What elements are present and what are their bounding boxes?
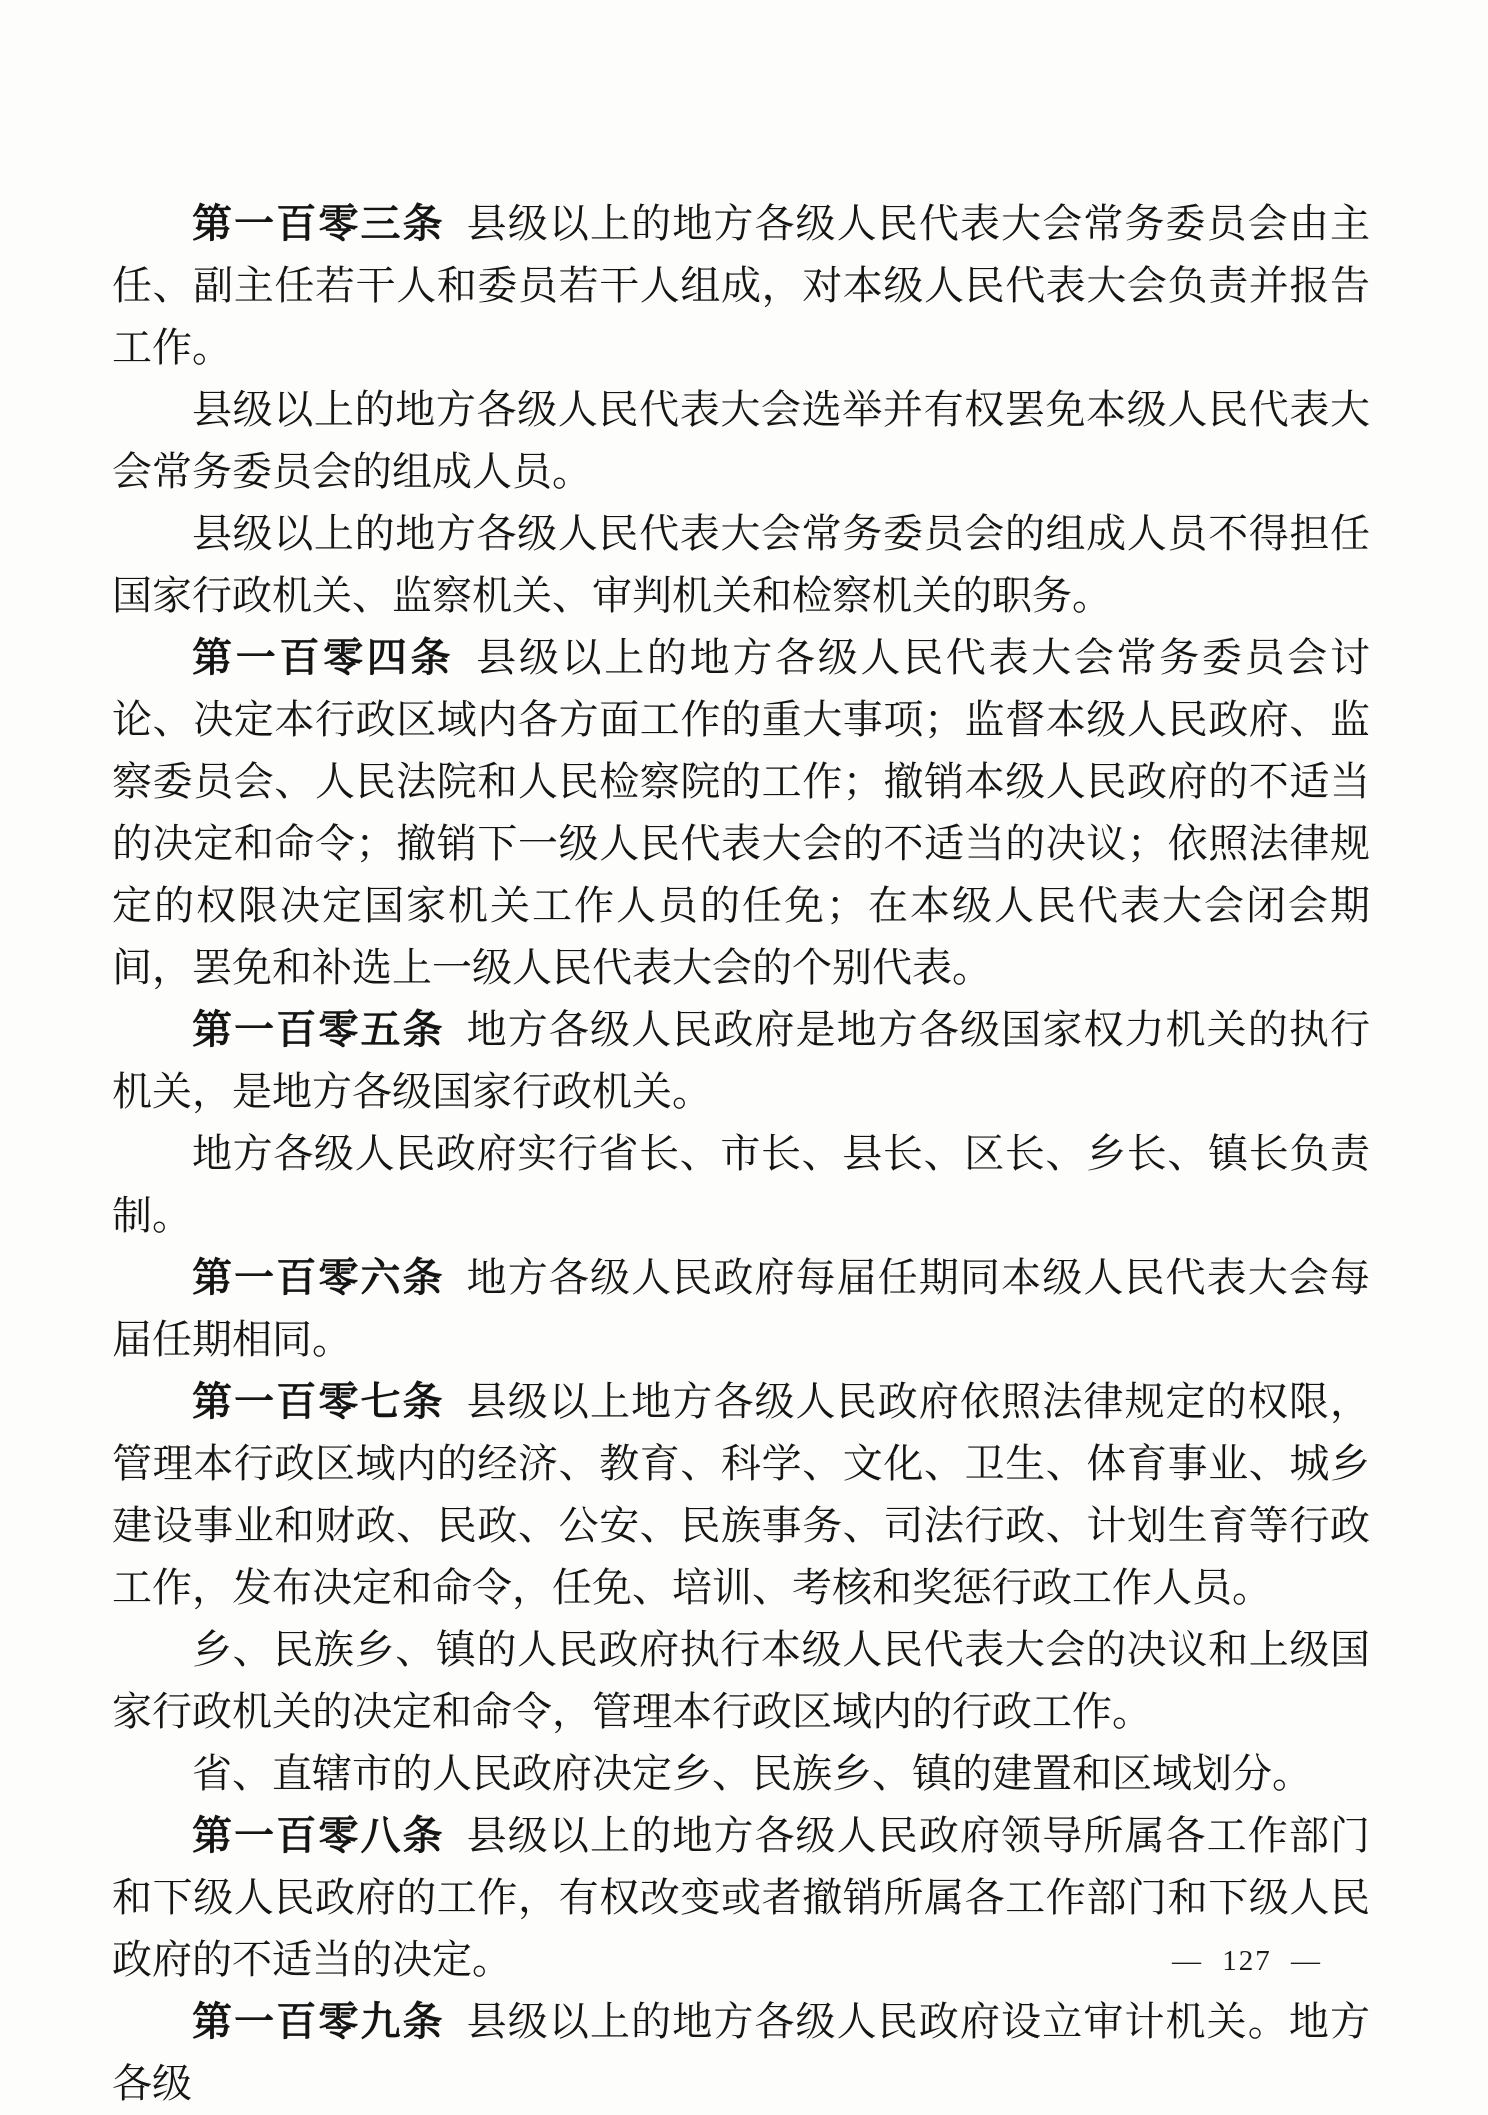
- article-number: 第一百零五条: [192, 1008, 445, 1052]
- article-number: 第一百零三条: [192, 202, 445, 246]
- article-paragraph: [112, 1371, 1370, 1619]
- paragraph-text: 县级以上的地方各级人民代表大会常务委员会由主任、副主任若干人和委员若干人组成，对本级人民代表大会负责并报告工作。: [112, 201, 1371, 370]
- body-paragraph: [112, 379, 1370, 503]
- article-paragraph: [112, 193, 1370, 379]
- body-paragraph: [112, 1743, 1370, 1805]
- article-number: 第一百零六条: [192, 1256, 445, 1300]
- paragraph-text: 地方各级人民政府每届任期同本级人民代表大会每届任期相同。: [112, 1255, 1371, 1362]
- article-number: 第一百零四条: [192, 636, 455, 680]
- article-paragraph: [112, 1991, 1370, 2115]
- article-number: 第一百零八条: [192, 1814, 445, 1858]
- paragraph-text: 县级以上的地方各级人民代表大会常务委员会讨论、决定本行政区域内各方面工作的重大事项；监督本级人民政府、监察委员会、人民法院和人民检察院的工作；撤销本级人民政府的不适当的决定和命令；撤销下一级人民代表大会的不适当的决议；依照法律规定的权限决定国家机关工作人员的任免；在本级人民代表大会闭会期间，罢免和补选上一级人民代表大会的个别代表。: [112, 635, 1371, 990]
- paragraph-text: 地方各级人民政府是地方各级国家权力机关的执行机关，是地方各级国家行政机关。: [112, 1007, 1371, 1114]
- paragraph-text: 县级以上的地方各级人民政府领导所属各工作部门和下级人民政府的工作，有权改变或者撤销所属各工作部门和下级人民政府的不适当的决定。: [112, 1813, 1371, 1982]
- body-paragraph: [112, 1123, 1370, 1247]
- paragraph-text: 县级以上的地方各级人民政府设立审计机关。地方各级: [112, 1999, 1371, 2106]
- article-paragraph: [112, 627, 1370, 999]
- article-number: 第一百零九条: [192, 2000, 445, 2044]
- paragraph-text: 县级以上地方各级人民政府依照法律规定的权限，管理本行政区域内的经济、教育、科学、文化、卫生、体育事业、城乡建设事业和财政、民政、公安、民族事务、司法行政、计划生育等行政工作，发布决定和命令，任免、培训、考核和奖惩行政工作人员。: [112, 1379, 1371, 1610]
- page-number: — 127 —: [1172, 1945, 1322, 1977]
- paragraph-text: 地方各级人民政府实行省长、市长、县长、区长、乡长、镇长负责制。: [112, 1131, 1370, 1238]
- article-text: [112, 193, 1370, 2115]
- paragraph-text: 乡、民族乡、镇的人民政府执行本级人民代表大会的决议和上级国家行政机关的决定和命令，管理本行政区域内的行政工作。: [112, 1627, 1370, 1734]
- article-number: 第一百零七条: [192, 1380, 445, 1424]
- paragraph-text: 省、直辖市的人民政府决定乡、民族乡、镇的建置和区域划分。: [192, 1751, 1312, 1796]
- article-paragraph: [112, 1247, 1370, 1371]
- paragraph-text: 县级以上的地方各级人民代表大会选举并有权罢免本级人民代表大会常务委员会的组成人员。: [112, 387, 1370, 494]
- page-footer: [1172, 1945, 1322, 1978]
- article-paragraph: [112, 999, 1370, 1123]
- body-paragraph: [112, 1619, 1370, 1743]
- paragraph-text: 县级以上的地方各级人民代表大会常务委员会的组成人员不得担任国家行政机关、监察机关、审判机关和检察机关的职务。: [112, 511, 1370, 618]
- body-paragraph: [112, 503, 1370, 627]
